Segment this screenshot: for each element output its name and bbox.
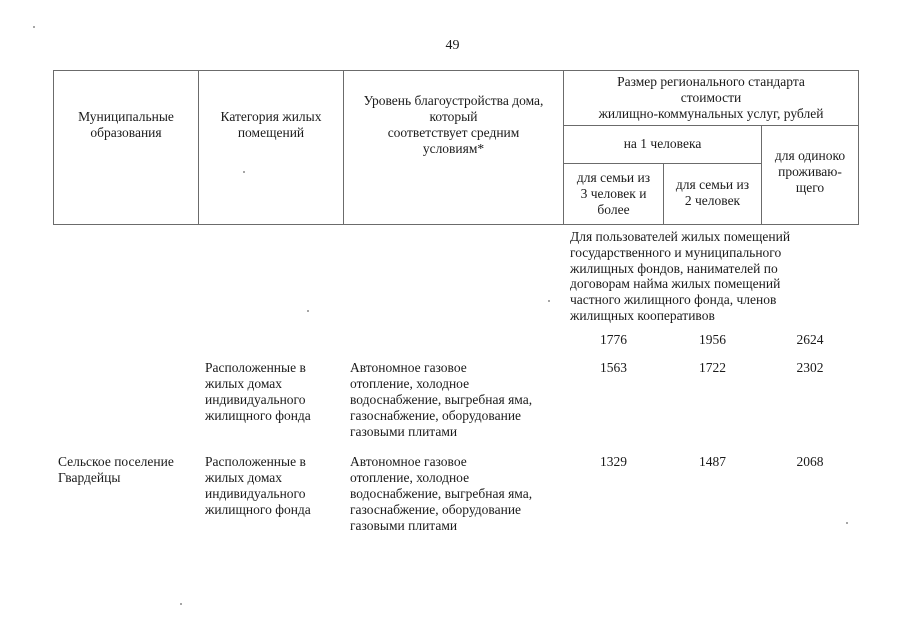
row-category: Расположенные в жилых домах индивидуального жилищного фонда [205, 454, 311, 517]
header-cell-family3 [563, 163, 664, 225]
header-standard-label: Размер регионального стандарта стоимости жилищно-коммунальных услуг, рублей [598, 74, 824, 121]
row-level: Автономное газовое отопление, холодное водоснабжение, выгребная яма, газоснабжение, оборудование газовыми плитами [350, 360, 533, 439]
scan-speck [243, 171, 245, 173]
header-level-label: Уровень благоустройства дома, который соответствует средним условиям* [363, 93, 544, 156]
scan-speck [307, 310, 309, 312]
page-number: 49 [445, 38, 460, 53]
note-value-family3: 1776 [600, 332, 627, 347]
header-cell-per-person [563, 125, 762, 164]
header-cell-single [761, 125, 859, 225]
row-value-single: 2302 [796, 360, 824, 375]
header-family2-label: для семьи из 2 человек [675, 177, 750, 208]
header-cell-category [198, 70, 344, 225]
row-value-family3: 1329 [600, 454, 627, 469]
header-family3-label: для семьи из 3 человек и более [576, 170, 651, 217]
row-category: Расположенные в жилых домах индивидуального жилищного фонда [205, 360, 311, 423]
row-level: Автономное газовое отопление, холодное водоснабжение, выгребная яма, газоснабжение, оборудование газовыми плитами [350, 454, 533, 533]
header-single-label: для одиноко проживаю- щего [774, 148, 846, 195]
scan-speck [180, 603, 182, 605]
header-per-person-label: на 1 человека [623, 136, 702, 151]
note-value-single: 2624 [796, 332, 824, 347]
note-text: Для пользователей жилых помещений государственного и муниципального жилищных фондов, нанимателей по договорам найма жилых помещений частного жилищного фонда, членов жилищных кооперативов [570, 229, 791, 323]
header-cell-standard [563, 70, 859, 126]
row-value-family2: 1722 [699, 360, 726, 375]
row-value-family2: 1487 [699, 454, 726, 469]
row-value-single: 2068 [796, 454, 824, 469]
scan-speck [846, 522, 848, 524]
note-value-family2: 1956 [699, 332, 726, 347]
header-cell-level [343, 70, 564, 225]
scan-speck [33, 26, 35, 28]
header-category-label: Категория жилых помещений [220, 109, 322, 140]
row-value-family3: 1563 [600, 360, 627, 375]
row-municipal: Сельское поселение Гвардейцы [58, 454, 174, 485]
header-municipal-label: Муниципальные образования [78, 109, 174, 140]
scan-speck [548, 300, 550, 302]
header-cell-municipal [53, 70, 199, 225]
header-cell-family2 [663, 163, 762, 225]
